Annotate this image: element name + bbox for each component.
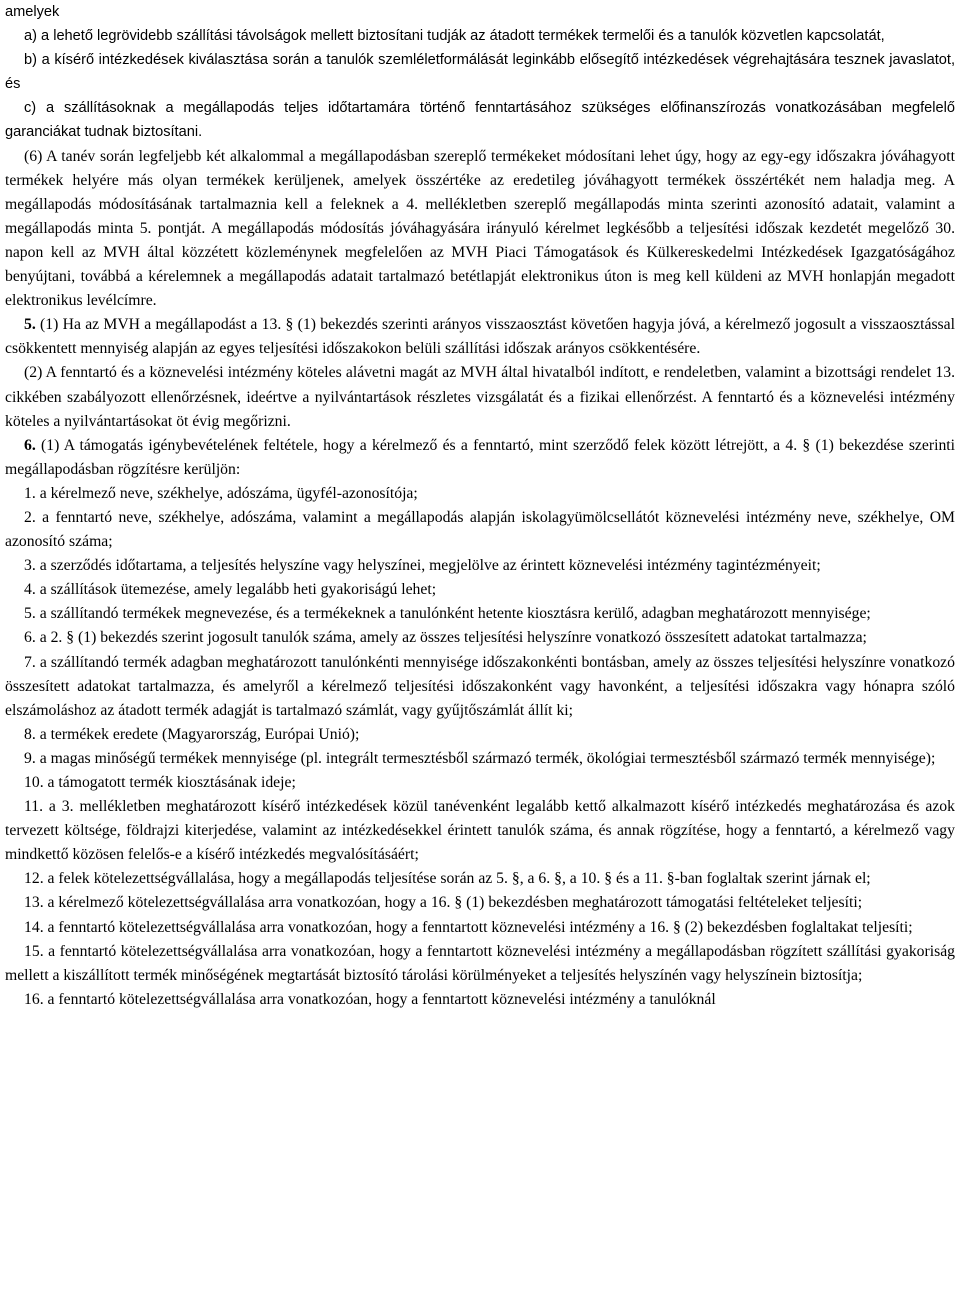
list-item-b: b) a kísérő intézkedések kiválasztása során a tanulók szemléletformálását leginkább elősegítő intézkedések végrehajtására tesznek javaslatot, és <box>5 52 955 93</box>
list-item-11: 11. a 3. mellékletben meghatározott kísérő intézkedések közül tanévenként legalább kettő alkalmazott kísérő intézkedés meghatározása és azok tervezett költsége, földrajzi kiterjedése, valamint az intézkedésekkel érintett tanulók száma, és annak rögzítése, hogy a fenntartó, a kérelmező vagy mindkettő közösen felelős-e a kísérő intézkedés megvalósításáért; <box>5 798 955 864</box>
list-item-8: 8. a termékek eredete (Magyarország, Európai Unió); <box>24 725 360 743</box>
list-item-1: 1. a kérelmező neve, székhelye, adószáma, ügyfél-azonosítója; <box>24 484 418 502</box>
list-item-5: 5. a szállítandó termékek megnevezése, és a termékeknek a tanulónként hetente kiosztásra kerülő, adagban meghatározott mennyisége; <box>24 605 871 623</box>
list-item-a: a) a lehető legrövidebb szállítási távolságok mellett biztosítani tudják az átadott termékek termelői és a tanulók közvetlen kapcsolatát, <box>24 28 885 45</box>
list-item-13: 13. a kérelmező kötelezettségvállalása arra vonatkozóan, hogy a 16. § (1) bekezdésben meghatározott támogatási feltételeket teljesíti; <box>24 894 863 912</box>
list-item-4: 4. a szállítások ütemezése, amely legalább heti gyakoriságú lehet; <box>24 581 437 599</box>
paragraph-amelyek: amelyek <box>5 4 60 20</box>
paragraph-section-4-6: (6) A tanév során legfeljebb két alkalommal a megállapodásban szereplő termékeket módosítani lehet úgy, hogy az egy-egy időszakra jóváhagyott termékek helyére más olyan termékek kerüljenek, amelyek összértéke az eredetileg jóváhagyott termékek összértékét nem haladja meg. A megállapodás módosításának tartalmaznia kell a feleknek a 4. mellékletben szereplő megállapodás minta szerinti azonosító adatait, valamint a megállapodás minta 5. pontját. A megállapodás módosítás jóváhagyására irányuló kérelmet legkésőbb a teljesítési időszak kezdetét megelőző 30. napon kell az MVH által közzétett közleménynek megfelelően az MVH Piaci Támogatások és Külkereskedelmi Intézkedések Igazgatóságához benyújtani, továbbá a kérelemnek a megállapodás adatait tartalmazó betétlapját elektronikus úton is meg kell küldeni az MVH honlapján megadott elektronikus levélcímre. <box>5 147 955 310</box>
list-item-6: 6. a 2. § (1) bekezdés szerint jogosult tanulók száma, amely az összes teljesítési helyszínre vonatkozó összesített adatokat tartalmazza; <box>24 629 867 647</box>
section-6-number: 6. <box>24 436 36 454</box>
list-item-2: 2. a fenntartó neve, székhelye, adószáma, valamint a megállapodás alapján iskolagyümölcsellátót köznevelési intézmény neve, székhelye, OM azonosító száma; <box>5 508 955 551</box>
section-5-1-text: (1) Ha az MVH a megállapodást a 13. § (1) bekezdés szerinti arányos visszaosztást követően hagyja jóvá, a kérelmező jogosult a visszaosztással csökkentett mennyiség alapján az egyes teljesítési időszakokon belüli szállítási időszak arányos csökkentésére. <box>5 316 955 358</box>
paragraph-section-5-1 <box>5 313 955 361</box>
list-item-3: 3. a szerződés időtartama, a teljesítés helyszíne vagy helyszínei, megjelölve az érintett köznevelési intézmény tagintézményeit; <box>24 557 821 575</box>
list-item-c: c) a szállításoknak a megállapodás teljes időtartamára történő fenntartásához szükséges előfinanszírozás vonatkozásában megfelelő garanciákat tudnak biztosítani. <box>5 100 955 141</box>
list-item-15: 15. a fenntartó kötelezettségvállalása arra vonatkozóan, hogy a fenntartott köznevelési intézmény a megállapodásban rögzített szállítási gyakoriság mellett a kiszállított termék minőségének megtartását biztosító tárolási körülményeket a teljesítés helyszínén vagy helyszínein biztosítja; <box>5 942 955 984</box>
list-item-7: 7. a szállítandó termék adagban meghatározott tanulónkénti mennyisége időszakonkénti bontásban, amely az összes teljesítési helyszínre vonatkozó összesített adatokat tartalmazza, és amelyről a kérelmező teljesítési időszakonként vagy havonként, a teljesítési időszakra vagy hónapra szóló elszámoláshoz az átadott termék adagját is tartalmazó számlát, vagy gyűjtőszámlát állít ki; <box>5 653 955 719</box>
list-item-9: 9. a magas minőségű termékek mennyisége (pl. integrált termesztésből származó termék, ökológiai termesztésből származó termék mennyisége); <box>24 749 936 767</box>
list-item-10: 10. a támogatott termék kiosztásának ideje; <box>24 774 296 791</box>
paragraph-section-6-1 <box>5 434 955 482</box>
paragraph-section-5-2: (2) A fenntartó és a köznevelési intézmény köteles alávetni magát az MVH által hivatalból indított, e rendeletben, valamint a bizottsági rendelet 13. cikkében szabályozott ellenőrzésnek, ideértve a nyilvántartások részletes vizsgálatát és a fizikai ellenőrzést. A fenntartó és a köznevelési intézmény köteles a nyilvántartásokat öt évig megőrizni. <box>5 364 955 430</box>
section-5-number: 5. <box>24 316 36 334</box>
list-item-16: 16. a fenntartó kötelezettségvállalása arra vonatkozóan, hogy a fenntartott köznevelési intézmény a tanulóknál <box>24 990 716 1008</box>
list-item-12: 12. a felek kötelezettségvállalása, hogy a megállapodás teljesítése során az 5. §, a 6. §, a 10. § és a 11. §-ban foglaltak szerint járnak el; <box>24 870 871 888</box>
section-6-1-text: (1) A támogatás igénybevételének feltétele, hogy a kérelmező és a fenntartó, mint szerződő felek között létrejött, a 4. § (1) bekezdése szerinti megállapodásban rögzítésre kerüljön: <box>5 436 955 478</box>
list-item-14: 14. a fenntartó kötelezettségvállalása arra vonatkozóan, hogy a fenntartott köznevelési intézmény a 16. § (2) bekezdésben foglaltakat teljesíti; <box>24 918 913 936</box>
